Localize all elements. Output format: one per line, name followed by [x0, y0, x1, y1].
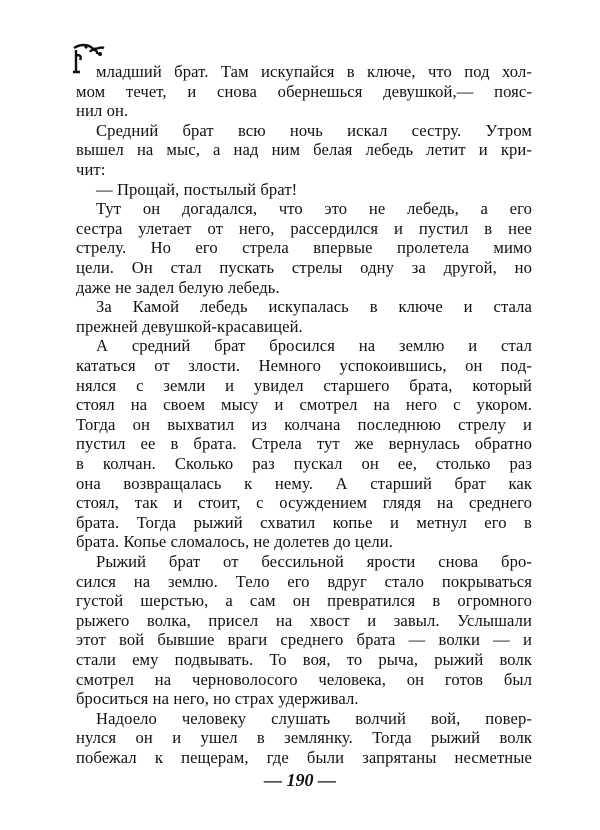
text-line: младший брат. Там искупайся в ключе, что под хол-: [96, 62, 532, 81]
text-line: кататься от злости. Немного успокоившись, он под-: [76, 356, 532, 375]
text-line: вышел на мыс, а над ним белая лебедь летит и кри-: [76, 140, 532, 160]
text-line: А средний брат бросился на землю и стал: [96, 336, 532, 356]
text-line: Рыжий брат от бессильной ярости снова бро-: [96, 552, 532, 571]
page-number: — 190 —: [264, 770, 336, 790]
text-line: чит:: [76, 160, 106, 179]
text-line: За Камой лебедь искупалась в ключе и стала: [96, 297, 532, 317]
text-line: — Прощай, постылый брат!: [96, 179, 298, 199]
text-line: Надоело человеку слушать волчий вой, повер-: [96, 708, 532, 728]
text-line: рыжего волка, присел на хвост и завыл. Услышали: [76, 610, 532, 630]
text-line: густой шерстью, а сам он превратился в огромного: [76, 591, 532, 611]
text-line: сестра улетает от него, рассердился и пустил в нее: [76, 218, 532, 238]
text-line: побежал к пещерам, где были запрятаны несметные: [76, 748, 532, 767]
text-line: стрелу. Но его стрела впервые пролетела мимо: [76, 238, 532, 258]
text-line: брата. Тогда рыжий схватил копье и метнул его в: [76, 512, 532, 532]
text-line: даже не задел белую лебедь.: [76, 277, 280, 297]
text-line: прежней девушкой-красавицей.: [76, 316, 303, 336]
text-line: стоял, так и стоит, с осуждением глядя на среднего: [76, 493, 532, 513]
text-line: пустил ее в брата. Стрела тут же вернулась обратно: [76, 434, 532, 454]
text-line: нулся он и ушел в землянку. Тогда рыжий волк: [76, 728, 532, 748]
text-line: брата. Копье сломалось, не долетев до цели.: [76, 532, 393, 552]
text-line: нил он.: [76, 101, 129, 121]
text-line: смотрел на черноволосого человека, он готов был: [76, 669, 532, 689]
text-line: Средний брат всю ночь искал сестру. Утром: [96, 120, 532, 140]
text-line: нялся с земли и увидел старшего брата, который: [76, 375, 532, 395]
text-line: в колчан. Сколько раз пускал он ее, столько раз: [76, 454, 532, 473]
text-line: мом течет, и снова обернешься девушкой,— пояс-: [76, 81, 532, 101]
text-line: цели. Он стал пускать стрелы одну за другой, но: [76, 258, 532, 277]
text-line: стали ему подвывать. То воя, то рыча, рыжий волк: [76, 650, 532, 669]
text-line: Тогда он выхватил из колчана последнюю стрелу и: [76, 414, 532, 434]
text-line: сился на землю. Тело его вдруг стало покрываться: [76, 571, 532, 591]
text-line: этот вой бывшие враги среднего брата — волки — и: [76, 630, 532, 650]
text-line: она возвращалась к нему. А старший брат как: [76, 473, 532, 493]
text-line: Тут он догадался, что это не лебедь, а его: [96, 199, 532, 219]
text-line: броситься на него, но страх удерживал.: [76, 689, 359, 709]
text-line: стоял на своем мысу и смотрел на него с укором.: [76, 395, 532, 415]
